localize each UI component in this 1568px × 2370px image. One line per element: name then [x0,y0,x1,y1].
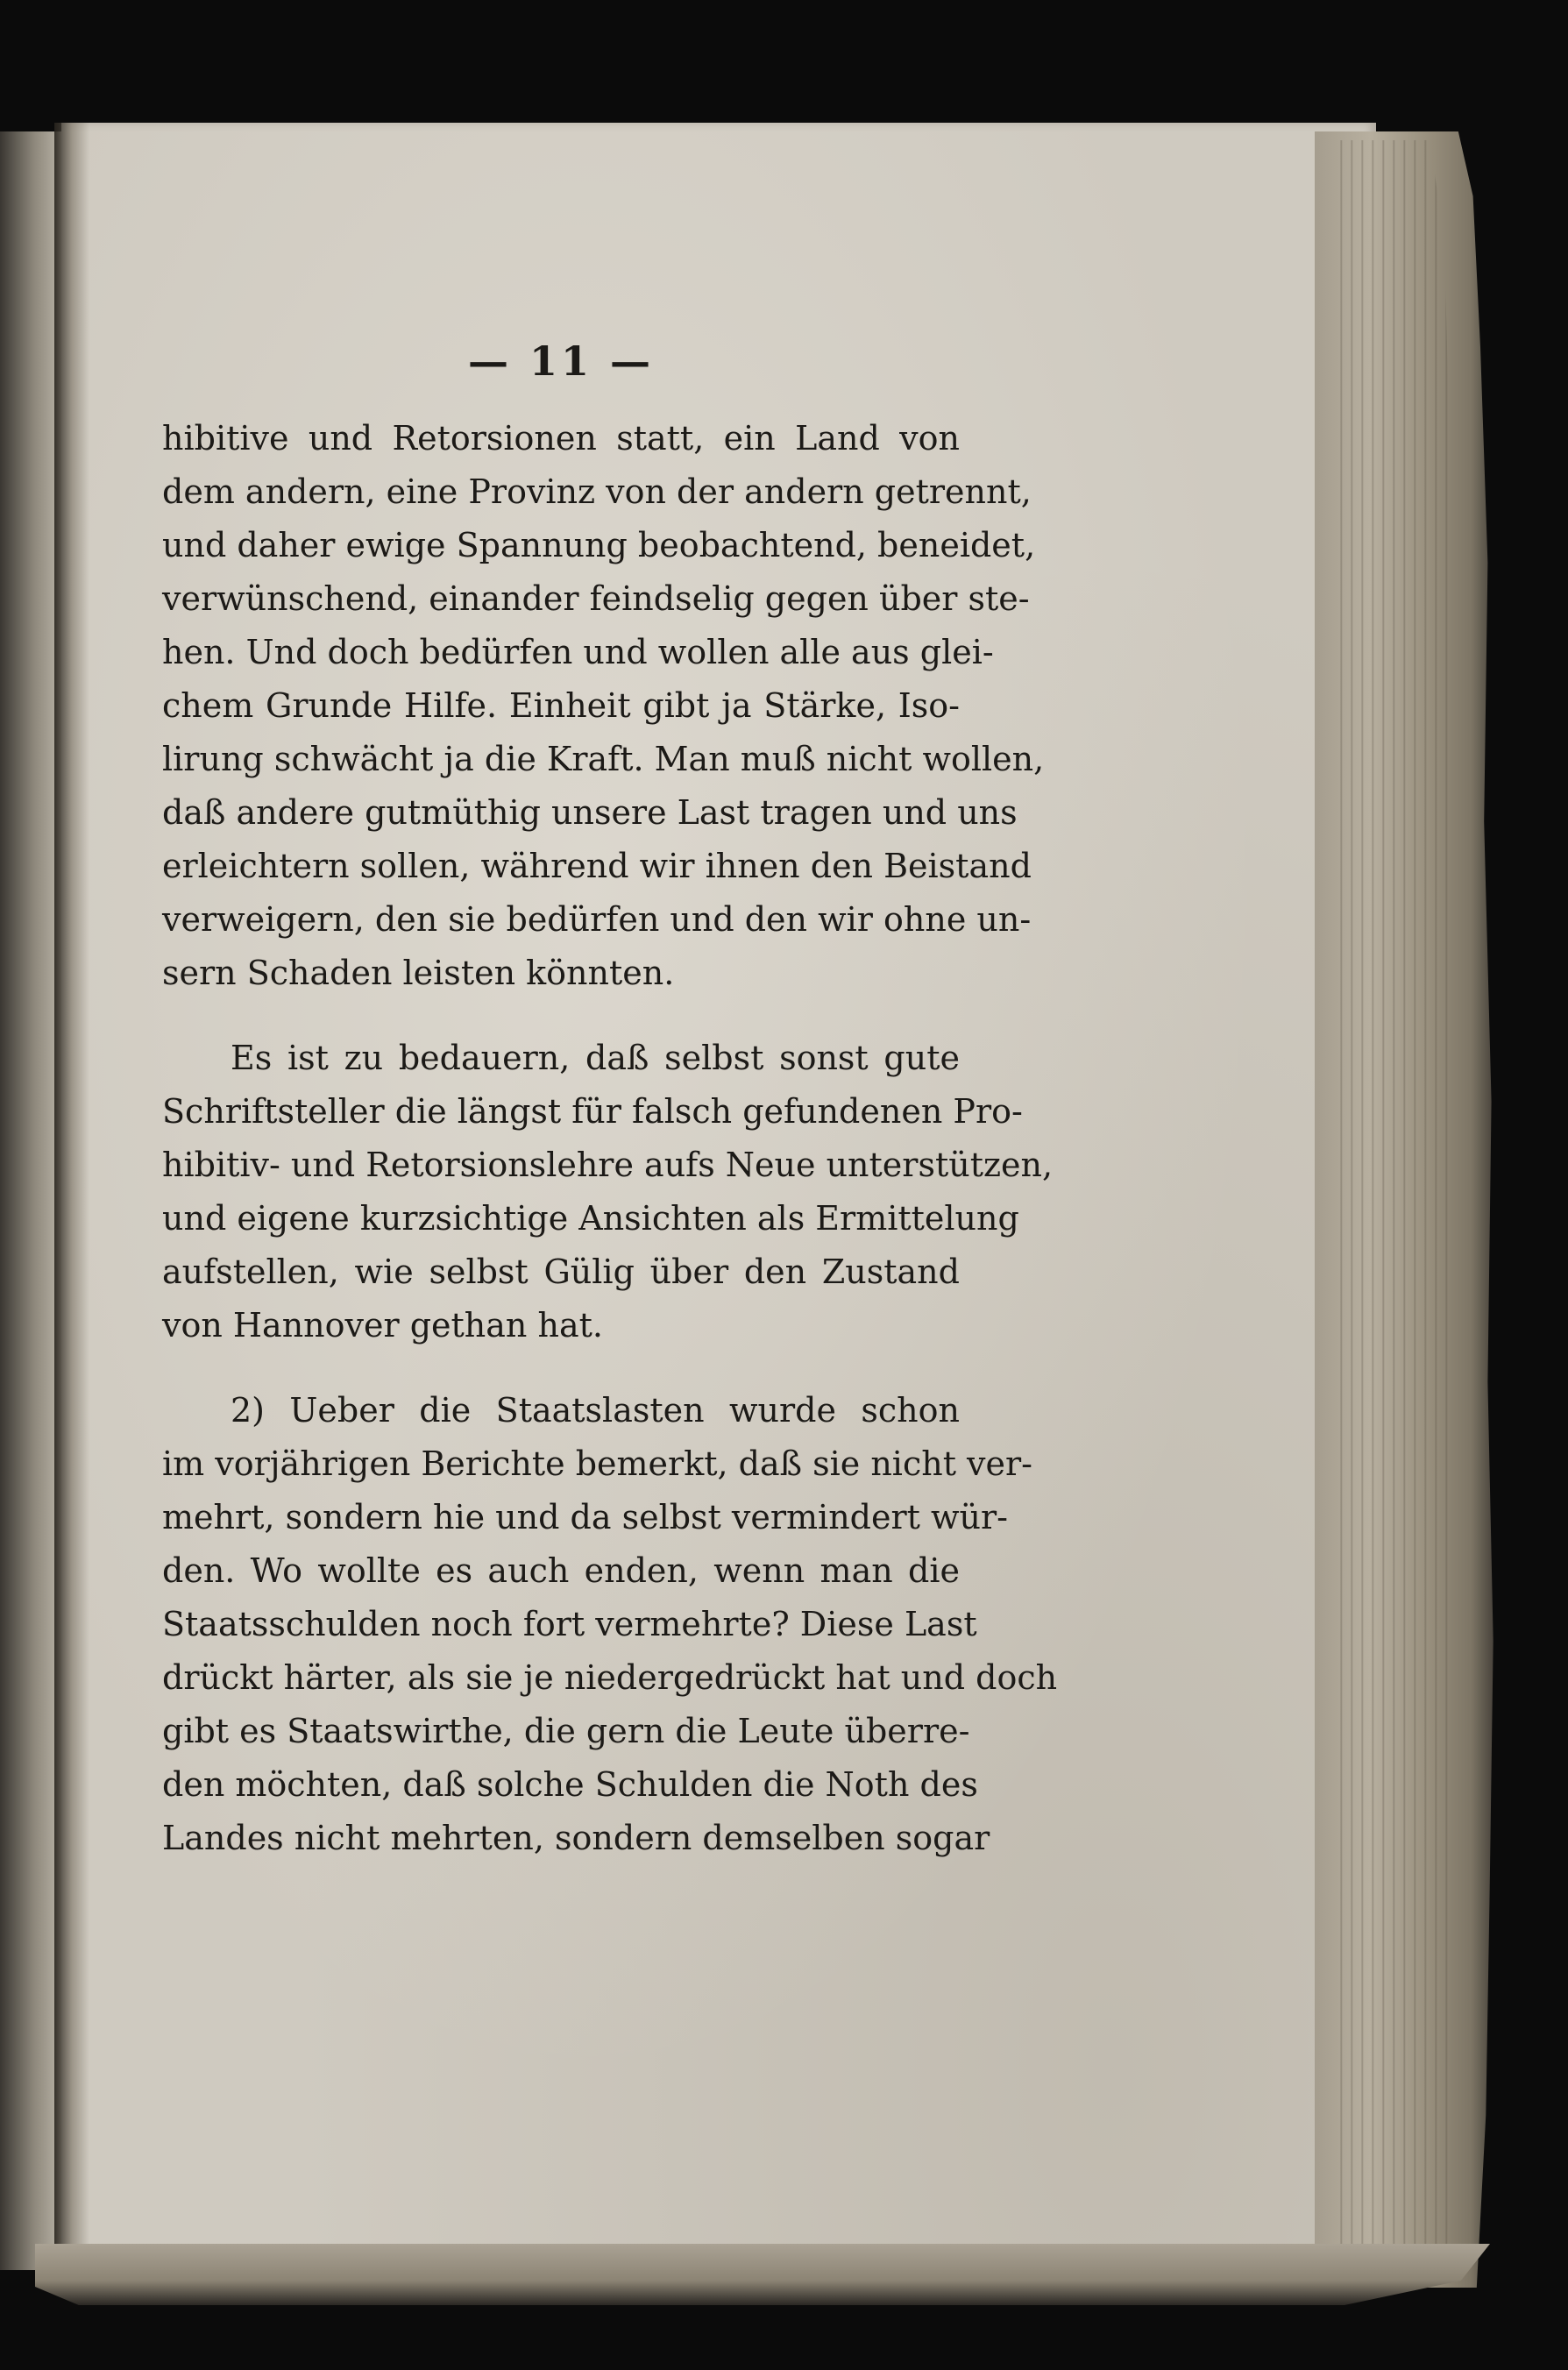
page-number: — 11 — [467,337,655,385]
text-line: den möchten, daß solche Schulden die Noth des [162,1765,978,1804]
previous-page-edge [0,131,61,2270]
text-line: gibt es Staatswirthe, die gern die Leute überre- [162,1712,970,1750]
text-line: Staatsschulden noch fort vermehrte? Diese Last [162,1605,977,1643]
text-line: und eigene kurzsichtige Ansichten als Ermittelung [162,1199,1019,1238]
page-stack-bottom [35,2244,1490,2305]
paragraph-2 [162,1032,1054,1352]
text-line: drückt härter, als sie je niedergedrückt hat und doch [162,1658,1058,1697]
text-line: lirung schwächt ja die Kraft. Man muß nicht wollen, [162,740,1045,778]
text-line: von Hannover gethan hat. [162,1306,603,1345]
text-line: Schriftsteller die längst für falsch gefundenen Pro- [162,1092,1023,1131]
text-line: 2) Ueber die Staatslasten wurde schon [231,1391,960,1430]
text-line: den. Wo wollte es auch enden, wenn man die [162,1551,960,1590]
text-line: Landes nicht mehrten, sondern demselben sogar [162,1819,990,1857]
text-line: verwünschend, einander feindselig gegen über ste- [162,579,1030,618]
text-line: hibitiv- und Retorsionslehre aufs Neue unterstützen, [162,1146,1054,1184]
text-line: dem andern, eine Provinz von der andern getrennt, [162,472,1032,511]
text-line: im vorjährigen Berichte bemerkt, daß sie nicht ver- [162,1444,1033,1483]
text-line: mehrt, sondern hie und da selbst vermindert wür- [162,1498,1009,1536]
text-line: hibitive und Retorsionen statt, ein Land von [162,419,960,458]
text-line: daß andere gutmüthig unsere Last tragen und uns [162,793,1018,832]
text-line: sern Schaden leisten könnten. [162,954,675,992]
text-line: erleichtern sollen, während wir ihnen den Beistand [162,847,1032,885]
paragraph-3 [162,1384,1058,1865]
text-line: und daher ewige Spannung beobachtend, beneidet, [162,526,1036,564]
text-line: chem Grunde Hilfe. Einheit gibt ja Stärke, Iso- [162,686,960,725]
text-line: aufstellen, wie selbst Gülig über den Zustand [162,1252,960,1291]
text-line: hen. Und doch bedürfen und wollen alle aus glei- [162,633,994,671]
text-line: Es ist zu bedauern, daß selbst sonst gute [231,1039,960,1077]
text-line: verweigern, den sie bedürfen und den wir ohne un- [162,900,1032,939]
paragraph-1 [162,412,1045,1000]
binding-gutter [54,123,89,2279]
body-text [162,412,1058,1865]
